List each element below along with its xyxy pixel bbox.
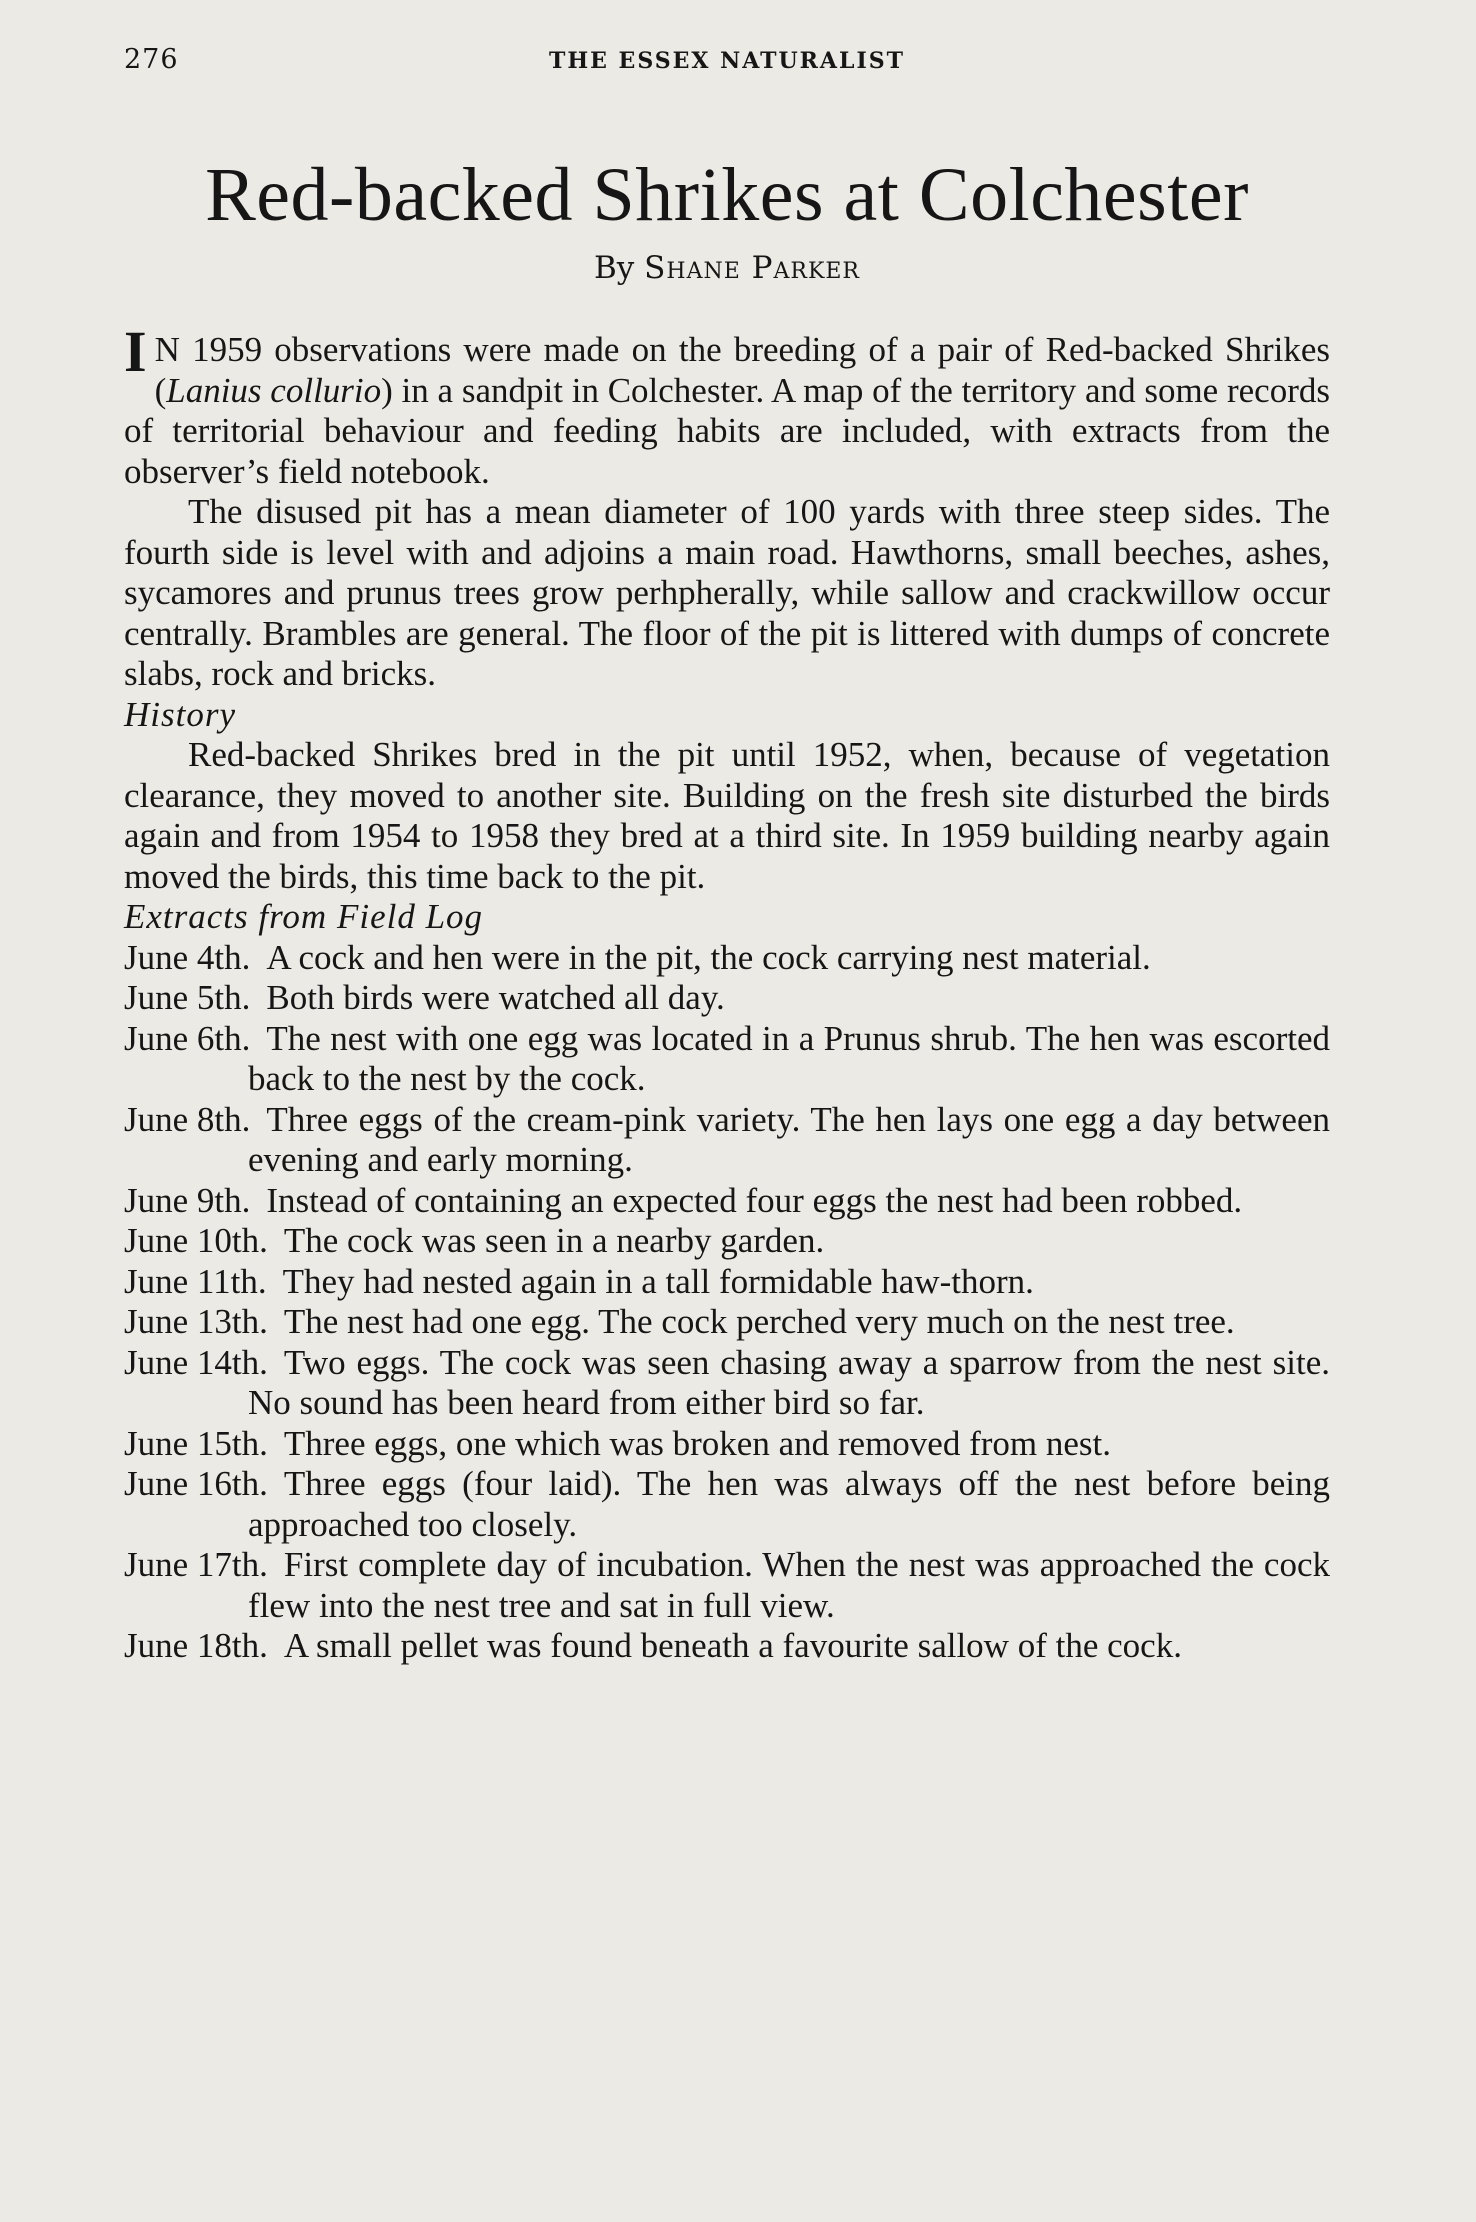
log-text: They had nested again in a tall formidable haw-thorn. [282, 1261, 1034, 1301]
log-text: First complete day of incubation. When the nest was approached the cock flew into the nest tree and sat in full view. [248, 1545, 1330, 1625]
log-text: Instead of containing an expected four eggs the nest had been robbed. [266, 1180, 1243, 1220]
log-entry [124, 1100, 1330, 1181]
species-name: Lanius collurio [166, 370, 382, 410]
log-text: Three eggs, one which was broken and removed from nest. [283, 1423, 1111, 1463]
log-text: Three eggs of the cream-pink variety. The hen lays one egg a day between evening and early morning. [248, 1099, 1330, 1179]
log-entry [124, 1302, 1330, 1343]
intro-text-1: N 1959 observations were made on the breeding of a pair of Red-backed Shrikes ( [154, 330, 1330, 410]
log-entry [124, 1221, 1330, 1262]
history-heading: History [124, 694, 236, 734]
log-entry [124, 1626, 1330, 1667]
log-entry [124, 1181, 1330, 1222]
log-entry [124, 1464, 1330, 1545]
field-log-list [124, 938, 1330, 1667]
log-text: Both birds were watched all day. [266, 978, 725, 1017]
log-entry [124, 1343, 1330, 1424]
log-date: June 9th. [124, 1180, 251, 1220]
article-title: Red-backed Shrikes at Colchester [205, 153, 1249, 237]
log-entry [124, 938, 1330, 979]
log-date: June 10th. [124, 1221, 268, 1260]
log-text: A cock and hen were in the pit, the cock carrying nest material. [266, 937, 1151, 977]
intro-text-2: ) in a sandpit in Colchester. A map of the territory and some records of territorial behaviour and feeding habits are included, with extracts from the observer’s field notebook. [124, 370, 1330, 491]
field-log-heading: Extracts from Field Log [124, 897, 484, 936]
byline-prefix: By [594, 250, 645, 286]
log-entry [124, 1262, 1330, 1303]
drop-cap: I [124, 319, 147, 384]
log-text: The cock was seen in a nearby garden. [283, 1221, 825, 1260]
log-date: June 14th. [124, 1342, 268, 1382]
log-date: June 4th. [124, 937, 251, 977]
byline [124, 248, 1330, 288]
site-description-paragraph: The disused pit has a mean diameter of 100 yards with three steep sides. The fourth side is level with and adjoins a main road. Hawthorns, small beeches, ashes, sycamores and prunus trees grow perhpherally, while sallow and crackwillow occur centrally. Brambles are general. The floor of the pit is littered with dumps of concrete slabs, rock and bricks. [124, 492, 1330, 693]
log-date: June 17th. [124, 1545, 268, 1584]
log-text: The nest with one egg was located in a Prunus shrub. The hen was escorted back to the nest by the cock. [248, 1018, 1330, 1098]
log-date: June 5th. [124, 978, 251, 1017]
log-date: June 8th. [124, 1099, 251, 1139]
history-paragraph: Red-backed Shrikes bred in the pit until 1952, when, because of vegetation clearance, they moved to another site. Building on the fresh site disturbed the birds again and from 1954 to 1958 they bred at a third site. In 1959 building nearby again moved the birds, this time back to the pit. [124, 735, 1330, 896]
log-date: June 13th. [124, 1302, 268, 1341]
log-date: June 16th. [124, 1464, 268, 1503]
running-head [124, 44, 1330, 84]
log-text: Three eggs (four laid). The hen was always off the nest before being approached too closely. [248, 1464, 1330, 1544]
page-number: 276 [124, 44, 179, 75]
log-text: Two eggs. The cock was seen chasing away a sparrow from the nest site. No sound has been heard from either bird so far. [248, 1342, 1330, 1422]
log-entry [124, 978, 1330, 1019]
log-entry [124, 1424, 1330, 1465]
author-name: Shane Parker [644, 250, 860, 286]
intro-paragraph [124, 319, 1330, 492]
journal-name: THE ESSEX NATURALIST [548, 48, 906, 74]
log-date: June 18th. [124, 1626, 268, 1665]
log-entry [124, 1545, 1330, 1626]
log-text: A small pellet was found beneath a favourite sallow of the cock. [283, 1626, 1182, 1665]
log-date: June 6th. [124, 1018, 251, 1058]
log-text: The nest had one egg. The cock perched very much on the nest tree. [283, 1302, 1235, 1341]
log-entry [124, 1019, 1330, 1100]
log-date: June 15th. [124, 1423, 268, 1463]
article-body [124, 319, 1330, 1667]
log-date: June 11th. [124, 1261, 267, 1301]
